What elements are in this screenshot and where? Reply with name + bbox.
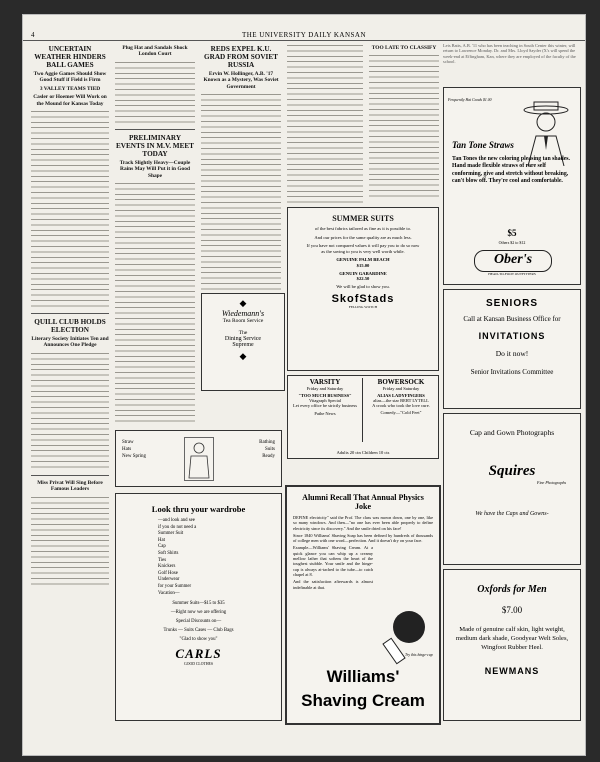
column-1 bbox=[31, 43, 109, 588]
williams-brand: Williams' bbox=[326, 667, 400, 686]
column-4 bbox=[287, 43, 363, 203]
williams-title: Alumni Recall That Annual Physics Joke bbox=[302, 493, 424, 511]
varsity-title: VARSITY bbox=[309, 378, 341, 386]
williams-product: Shaving Cream bbox=[301, 691, 425, 710]
williams-para-4: And the satisfaction afterwards is almost indefinable at that. bbox=[293, 579, 373, 590]
headline-preliminary: PRELIMINARY EVENTS IN M.V. MEET TODAY bbox=[116, 133, 194, 158]
article-body bbox=[31, 495, 109, 588]
classified-body bbox=[369, 53, 439, 198]
bowersock-title: BOWERSOCK bbox=[377, 378, 425, 386]
wardrobe-item: for your Summer bbox=[158, 583, 192, 589]
wardrobe-list bbox=[158, 518, 281, 597]
williams-para-2: Since 1840 Williams' Shaving Soap has been defined by hundreds of thousands of college men with one word—perfection. And it doesn't dry on your face. bbox=[293, 532, 433, 544]
williams-para-3: Example—Williams' Shaving Cream. At a quick glance you can whip up a creamy mellow lather that softens the heart of the toughest stubble. Your smile and the hinge-cap is always at-tached to the tube—to catch chapel at 8. bbox=[293, 545, 373, 577]
article-body bbox=[201, 92, 281, 292]
suits-palm-beach: GENUINE PALM BEACH bbox=[336, 257, 390, 263]
wardrobe-title: Look thru your wardrobe bbox=[151, 504, 246, 514]
article-body bbox=[31, 109, 109, 309]
subhead-casler: Casler or Hoemer Will Work on the Mound for Kansas Today bbox=[33, 94, 107, 107]
seniors-invitations: INVITATIONS bbox=[478, 331, 546, 341]
varsity-special: Vitagraph Special bbox=[308, 398, 342, 403]
new-spring-label: New Spring bbox=[122, 454, 147, 459]
headline-quill: QUILL CLUB HOLDS ELECTION bbox=[34, 318, 106, 335]
subhead-hollinger: Ervin W. Hollinger, A.B. '17 Known as a Mystery, Was Soviet Government bbox=[203, 71, 279, 90]
page-number: 4 bbox=[31, 31, 35, 39]
seniors-ad bbox=[443, 289, 581, 409]
article-body bbox=[115, 60, 195, 125]
theatre-prices: Adults 20 ctn Children 10 cts bbox=[336, 450, 390, 455]
summer-suits-title: SUMMER SUITS bbox=[332, 214, 394, 223]
tan-price: $5 bbox=[507, 228, 517, 238]
summer-suits-ad bbox=[287, 207, 439, 371]
wiedemann-the: The bbox=[238, 330, 248, 336]
varsity-tagline: Let every office be strictly business bbox=[292, 403, 358, 408]
seniors-donow: Do it now! bbox=[495, 349, 529, 358]
hats-label: Hats bbox=[122, 447, 132, 452]
subhead-aggie: Two Aggie Games Should Show Good Stuff if Field is Firm bbox=[33, 71, 107, 84]
oxfords-price: $7.00 bbox=[501, 605, 523, 615]
masthead-title: THE UNIVERSITY DAILY KANSAN bbox=[241, 31, 367, 39]
wardrobe-item: Summer Suit bbox=[158, 531, 184, 537]
oxfords-title: Oxfords for Men bbox=[477, 584, 547, 595]
suits-palm-price: $15.00 bbox=[356, 262, 370, 268]
varsity-film: "TOO MUCH BUSINESS" bbox=[298, 393, 352, 398]
straw-label: Straw bbox=[122, 440, 134, 445]
bathing-label: Bathing bbox=[259, 440, 275, 445]
straw-hats-ad bbox=[115, 430, 282, 487]
wardrobe-item: Soft Shirts bbox=[158, 550, 179, 556]
bowersock-comedy: Comedy—"Cold Feet" bbox=[380, 410, 422, 415]
wiedemann-name: Wiedemann's bbox=[221, 309, 265, 318]
wiedemann-ad bbox=[201, 293, 285, 391]
suits-gabardine: GENUIN GABARDINE bbox=[339, 270, 387, 276]
squires-ad bbox=[443, 413, 581, 565]
seniors-call: Call at Kansan Business Office for bbox=[463, 315, 561, 323]
masthead bbox=[23, 31, 585, 41]
wardrobe-item: Ties bbox=[158, 557, 167, 563]
wardrobe-glad: "Glad to show you" bbox=[179, 637, 218, 643]
headline-weather: UNCERTAIN WEATHER HINDERS BALL GAMES bbox=[34, 45, 106, 69]
newspaper-page bbox=[22, 14, 586, 756]
squires-fine: Fine Photographs bbox=[537, 480, 566, 485]
bowersock-tagline: A crook who took the love cure. bbox=[372, 403, 430, 408]
classified-column bbox=[369, 43, 439, 203]
suits-label: Suits bbox=[264, 447, 275, 452]
headline-too-late: TOO LATE TO CLASSIFY bbox=[371, 45, 437, 51]
wardrobe-item: Golf Hose bbox=[158, 570, 178, 576]
tan-text: Tan Tones the new coloring pleasing tan shades. Hand made flexible straws of rare self conforming, give and stretch without breaking, can't blow off. They're cool and comfortable. bbox=[452, 156, 571, 185]
wardrobe-item: Knickers bbox=[158, 564, 176, 570]
squires-have: We have the Caps and Gowns- bbox=[475, 511, 549, 517]
tan-others: Others $2 to $12 bbox=[498, 240, 526, 245]
wardrobe-item: Cap bbox=[158, 544, 166, 550]
wardrobe-item: Hat bbox=[158, 537, 165, 543]
shaving-tube-illustration bbox=[379, 605, 433, 665]
cap-gown-title: Cap and Gown Photographs bbox=[469, 428, 555, 437]
headline-plug-hat: Plug Hat and Sandals Shock London Court bbox=[122, 45, 188, 58]
seniors-title: SENIORS bbox=[485, 298, 538, 309]
newmans-logo: NEWMANS bbox=[484, 666, 540, 676]
hinge-cap-caption: Try this hinge-cap bbox=[405, 653, 433, 657]
suits-glad: We will be glad to show you. bbox=[336, 283, 390, 289]
varsity-days: Friday and Saturday bbox=[306, 386, 344, 391]
obers-logo-sub: HEAD-TO-FOOT OUTFITTERS bbox=[488, 272, 536, 276]
obers-ad bbox=[443, 87, 581, 285]
subhead-literary: Literary Society Initiates Ten and Announces One Pledge bbox=[31, 336, 109, 349]
tan-title: Tan Tone Straws bbox=[452, 140, 514, 150]
obers-logo: Ober's bbox=[474, 250, 552, 272]
subhead-track: Track Slightly Heavy—Couple Rains May Will Put it in Good Shape bbox=[119, 159, 191, 179]
williams-para-1: DEFINE electricity" said the Prof. The class was mown down, one by one, like so many windows. And then—"no one has ever been able properly to define electricity since its discovery." And the smile dried on his face! bbox=[293, 515, 433, 531]
wiedemann-supreme: Supreme bbox=[232, 342, 254, 348]
wardrobe-price: Summer Suits—$15 to $35 bbox=[172, 601, 225, 607]
wiedemann-sub: Tea Room Service bbox=[222, 318, 264, 324]
carls-logo-sub: GOOD CLOTHES bbox=[183, 662, 213, 667]
headline-privat: Miss Privat Will Sing Before Famous Leaders bbox=[37, 479, 103, 493]
williams-ad bbox=[285, 485, 441, 725]
ornament-icon: ◆ bbox=[239, 351, 247, 361]
wardrobe-item: Underwear bbox=[158, 577, 180, 583]
seniors-committee: Senior Invitations Committee bbox=[470, 368, 554, 376]
skofstad-logo-sub: FELLING WOTCH bbox=[348, 305, 378, 310]
wardrobe-trunks: Trunks — Suits Cases — Club Bags bbox=[163, 628, 234, 634]
squires-logo: Squires bbox=[488, 463, 536, 479]
wardrobe-item: —and look and see bbox=[158, 518, 195, 523]
suits-text-2: And our prices for the same quality are as much less. bbox=[314, 234, 412, 240]
column-3 bbox=[201, 43, 281, 293]
varsity-news: Pathe News bbox=[314, 411, 336, 416]
figure-illustration bbox=[184, 437, 214, 481]
right-top-article bbox=[443, 43, 581, 83]
column-2 bbox=[115, 43, 195, 423]
ornament-icon: ◆ bbox=[239, 298, 247, 308]
newmans-ad bbox=[443, 569, 581, 721]
suits-text-1: of the best fabrics tailored as fine as it is possible to. bbox=[314, 226, 412, 231]
ready-label: Ready bbox=[262, 454, 275, 459]
wardrobe-ad bbox=[115, 493, 282, 721]
suits-gabardine-price: $22.50 bbox=[356, 276, 370, 282]
wardrobe-price2: —Right now we are offering bbox=[170, 610, 227, 616]
article-body bbox=[287, 43, 363, 203]
article-body bbox=[115, 181, 195, 423]
oxfords-text: Made of genuine calf skin, light weight, medium dark shade, Goodyear Welt Soles, Wingfoot Rubber Heel. bbox=[455, 626, 569, 651]
headline-reds: REDS EXPEL K.U. GRAD FROM SOVIET RUSSIA bbox=[204, 45, 278, 69]
suits-text-3: If you have not compared values it will pay you to do so now as the saving to you is very well worth while. bbox=[306, 243, 420, 254]
wardrobe-special: Special Discounts on— bbox=[175, 619, 222, 625]
right-top-text: Leis Batts, A.B. '11 who has been teaching in South Center this winter, will return to Lawrence Monday. Dr. and Mrs. Lloyd Sayder (X's will spend the week-end at Effingham, Kan, where they are employed of the faculty of the school. bbox=[443, 43, 576, 65]
article-body bbox=[31, 351, 109, 471]
wardrobe-item: if you do not need a bbox=[158, 524, 197, 530]
theatre-ad bbox=[287, 375, 439, 459]
wiedemann-dining: Dining Service bbox=[224, 336, 262, 342]
bowersock-star: alias—the star BERT LYTELL bbox=[373, 398, 429, 403]
skofstad-logo: SkofStads bbox=[331, 293, 395, 306]
wardrobe-item: Vacation— bbox=[158, 590, 180, 596]
bowersock-days: Friday and Saturday bbox=[382, 386, 420, 391]
carls-logo: CARLS bbox=[175, 646, 222, 662]
hat-caption: Frequently Hat Goods $1.00 bbox=[448, 98, 492, 102]
subhead-valley: 3 VALLEY TEAMS TIED bbox=[39, 85, 101, 92]
bowersock-film: ALIAS LADYFINGERS bbox=[377, 393, 425, 398]
